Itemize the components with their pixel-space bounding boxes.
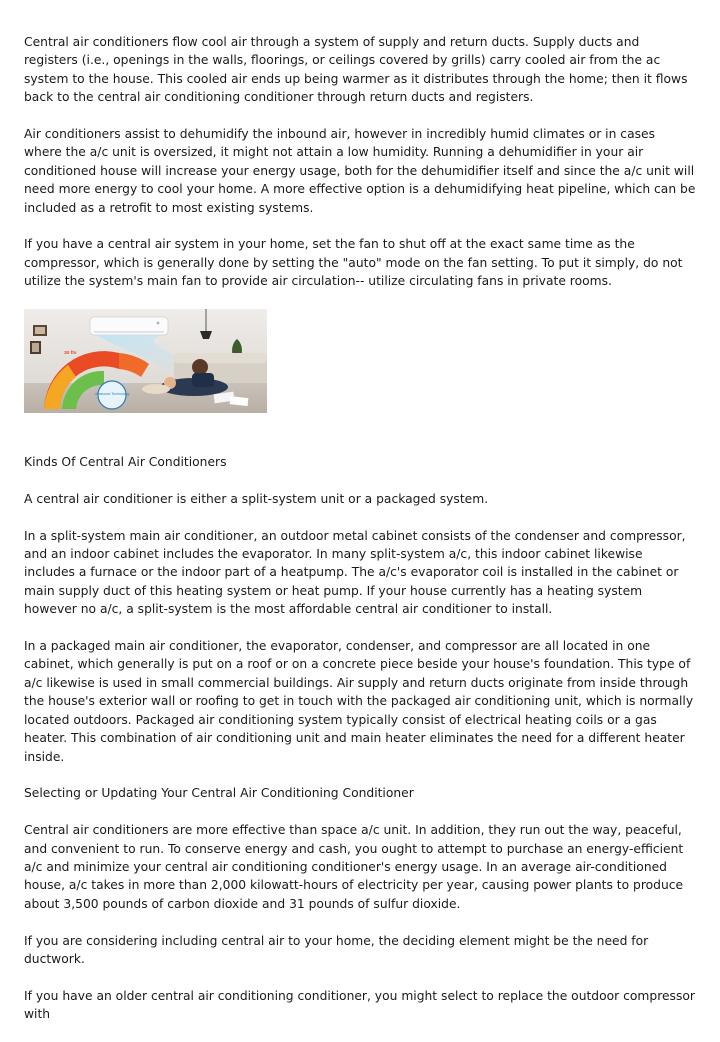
paragraph-ductwork: If you are considering including central air to your home, the deciding element might be the need for ductwork. — [24, 933, 649, 966]
paragraph-intro: Central air conditioners flow cool air through a system of supply and return ducts. Supply ducts and registers (i.e., openings in the walls, floorings, or ceilings covered by grills) carry cooled air from the ac system to the house. This cooled air ends up being warmer as it distributes through the home; then it flows back to the central air conditioning conditioner through return ducts and registers. — [24, 35, 688, 105]
technology-badge-label: Ultrasonic Technology — [94, 392, 130, 397]
heading-selecting: Selecting or Updating Your Central Air Conditioning Conditioner — [24, 786, 414, 801]
paragraph-older-unit: If you have an older central air conditioning conditioner, you might select to replace the outdoor compressor with — [24, 988, 695, 1022]
paragraph-packaged-system: In a packaged main air conditioner, the evaporator, condenser, and compressor are all located in one cabinet, which generally is put on a roof or on a concrete piece beside your house's foundation. This type of a/c likewise is used in small commercial buildings. Air supply and return ducts originate from inside through the house's exterior wall or roofing to get in touch with the packaged air conditioning unit, which is normally located outdoors. Packaged air conditioning system typically consist of electrical heating coils or a gas heater. This combination of air conditioning unit and main heater eliminates the need for a different heater inside. — [24, 639, 694, 764]
paragraph-fan-setting: If you have a central air system in your home, set the fan to shut off at the exact same time as the compressor, which is generally done by setting the "auto" mode on the fan setting. To put it simply, do not utilize the system's main fan to provide air circulation-- utilize circulating fans in private rooms. — [24, 237, 683, 289]
paragraph-dehumidify: Air conditioners assist to dehumidify the inbound air, however in incredibly humid climates or in cases where the a/c unit is oversized, it might not attain a low humidity. Running a dehumidifier in your air conditioned house will increase your energy usage, both for the dehumidifier itself and since the a/c unit will need more energy to cool your home. A more effective option is a dehumidifying heat pipeline, which can be included as a retrofit to most existing systems. — [24, 127, 696, 215]
paragraph-split-or-packaged: A central air conditioner is either a split-system unit or a packaged system. — [24, 491, 489, 506]
gauge-top-label: 30 fts — [64, 351, 77, 357]
paragraph-efficiency: Central air conditioners are more effective than space a/c unit. In addition, they run out the way, peaceful, and convenient to run. To conserve energy and cash, you ought to attempt to purchase an energy-efficient a/c and minimize your central air conditioning conditioner's energy usage. In an average air-conditioned house, a/c takes in more than 2,000 kilowatt-hours of electricity per year, causing power plants to produce about 3,500 pounds of carbon dioxide and 31 pounds of sulfur dioxide. — [24, 823, 684, 911]
heading-kinds: Kinds Of Central Air Conditioners — [24, 455, 227, 470]
document-body — [24, 33, 696, 1042]
paragraph-split-system: In a split-system main air conditioner, an outdoor metal cabinet consists of the condenser and compressor, and an indoor cabinet includes the evaporator. In many split-system a/c, this indoor cabinet likewise includes a furnace or the indoor part of a heatpump. The a/c's evaporator coil is installed in the cabinet or main supply duct of this heating system or heat pump. If your house currently has a heating system however no a/c, a split-system is the most affordable central air conditioner to install. — [24, 528, 686, 617]
air-conditioner-photo — [24, 309, 267, 413]
